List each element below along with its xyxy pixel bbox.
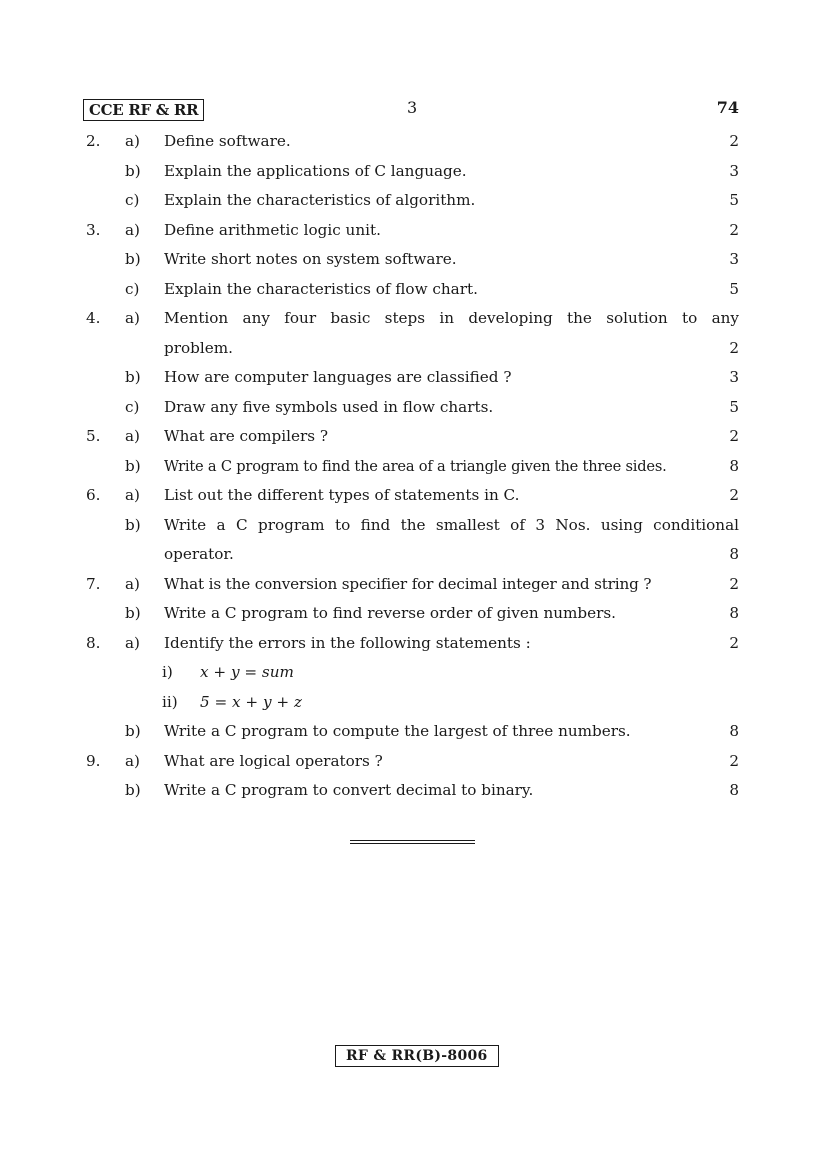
question-number: 8. [86, 633, 101, 652]
question-row [83, 304, 739, 334]
question-part: b) [125, 368, 141, 386]
question-row [83, 393, 739, 423]
question-text: Explain the characteristics of flow chart. [164, 279, 478, 298]
question-row [83, 186, 739, 216]
question-part: b) [125, 515, 141, 534]
question-part: b) [125, 604, 141, 622]
question-marks: 8 [729, 722, 739, 740]
question-part: a) [125, 427, 140, 445]
question-number: 7. [86, 574, 101, 593]
question-text: operator. [164, 545, 234, 563]
question-part: a) [125, 574, 140, 593]
question-row [83, 776, 739, 806]
question-part: a) [125, 132, 140, 150]
question-marks: 2 [729, 338, 739, 357]
question-row [83, 245, 739, 275]
question-row [83, 452, 739, 482]
question-text: Write short notes on system software. [164, 250, 457, 268]
question-text: What are logical operators ? [164, 751, 383, 770]
page-header [83, 98, 739, 124]
question-marks: 2 [729, 486, 739, 504]
question-marks: 2 [729, 633, 739, 652]
question-number: 4. [86, 309, 101, 327]
question-row [83, 717, 739, 747]
question-text: Explain the applications of C language. [164, 161, 467, 180]
question-part: b) [125, 456, 141, 475]
question-marks: 8 [729, 604, 739, 622]
statement-text: 5 = x + y + z [200, 692, 302, 711]
question-part: b) [125, 781, 141, 799]
question-row [83, 511, 739, 541]
sub-item-number: i) [162, 663, 173, 681]
question-marks: 3 [729, 161, 739, 180]
question-marks: 2 [729, 751, 739, 770]
question-number: 6. [86, 486, 101, 504]
question-row [83, 275, 739, 305]
question-text: Write a C program to find the smallest of 3 Nos. using conditional [164, 515, 739, 534]
question-text: Write a C program to compute the largest of three numbers. [164, 722, 631, 740]
question-part: a) [125, 220, 140, 239]
question-marks: 5 [729, 279, 739, 298]
question-part: b) [125, 161, 141, 180]
question-row [83, 127, 739, 157]
statement-text: x + y = sum [200, 663, 294, 681]
question-part: c) [125, 191, 140, 209]
question-text: What is the conversion specifier for decimal integer and string ? [164, 574, 652, 593]
question-part: a) [125, 309, 140, 327]
question-text: Mention any four basic steps in developing the solution to any [164, 309, 739, 327]
question-part: a) [125, 486, 140, 504]
question-row [83, 599, 739, 629]
question-marks: 2 [729, 574, 739, 593]
question-text: Write a C program to convert decimal to binary. [164, 781, 534, 799]
question-list [83, 127, 739, 806]
question-number: 3. [86, 220, 101, 239]
question-text: Define arithmetic logic unit. [164, 220, 381, 239]
question-marks: 8 [729, 545, 739, 563]
question-marks: 5 [729, 191, 739, 209]
paper-code: 74 [716, 98, 739, 117]
question-marks: 2 [729, 132, 739, 150]
question-marks: 8 [729, 456, 739, 475]
question-text: List out the different types of statements in C. [164, 486, 520, 504]
question-row [83, 540, 739, 570]
end-rule [350, 840, 475, 844]
question-text: What are compilers ? [164, 427, 329, 445]
question-text: Identify the errors in the following statements : [164, 633, 531, 652]
question-part: a) [125, 633, 140, 652]
question-text: How are computer languages are classified ? [164, 368, 512, 386]
footer-code: RF & RR(B)-8006 [335, 1045, 499, 1067]
question-part: b) [125, 250, 141, 268]
question-row [83, 570, 739, 600]
sub-item-number: ii) [162, 692, 178, 711]
question-marks: 2 [729, 427, 739, 445]
question-text: Write a C program to find reverse order of given numbers. [164, 604, 617, 622]
question-row [83, 157, 739, 187]
question-part: a) [125, 751, 140, 770]
question-marks: 3 [729, 368, 739, 386]
question-row [83, 629, 739, 659]
page-number: 3 [407, 98, 418, 117]
question-text: problem. [164, 338, 233, 357]
course-tag: CCE RF & RR [83, 99, 204, 121]
question-text: Write a C program to find the area of a triangle given the three sides. [164, 457, 667, 475]
question-number: 2. [86, 132, 101, 150]
question-text: Draw any five symbols used in flow charts. [164, 397, 494, 416]
question-part: b) [125, 722, 141, 740]
question-row [83, 688, 739, 718]
question-row [83, 422, 739, 452]
question-text: Define software. [164, 132, 291, 150]
question-number: 5. [86, 427, 101, 445]
question-part: c) [125, 279, 140, 298]
question-marks: 3 [729, 250, 739, 268]
question-marks: 2 [729, 220, 739, 239]
question-text: Explain the characteristics of algorithm. [164, 191, 476, 209]
question-row [83, 481, 739, 511]
question-part: c) [125, 397, 140, 416]
question-row [83, 658, 739, 688]
question-number: 9. [86, 751, 101, 770]
question-marks: 5 [729, 397, 739, 416]
question-row [83, 216, 739, 246]
question-row [83, 363, 739, 393]
question-marks: 8 [729, 781, 739, 799]
question-row [83, 747, 739, 777]
question-row [83, 334, 739, 364]
